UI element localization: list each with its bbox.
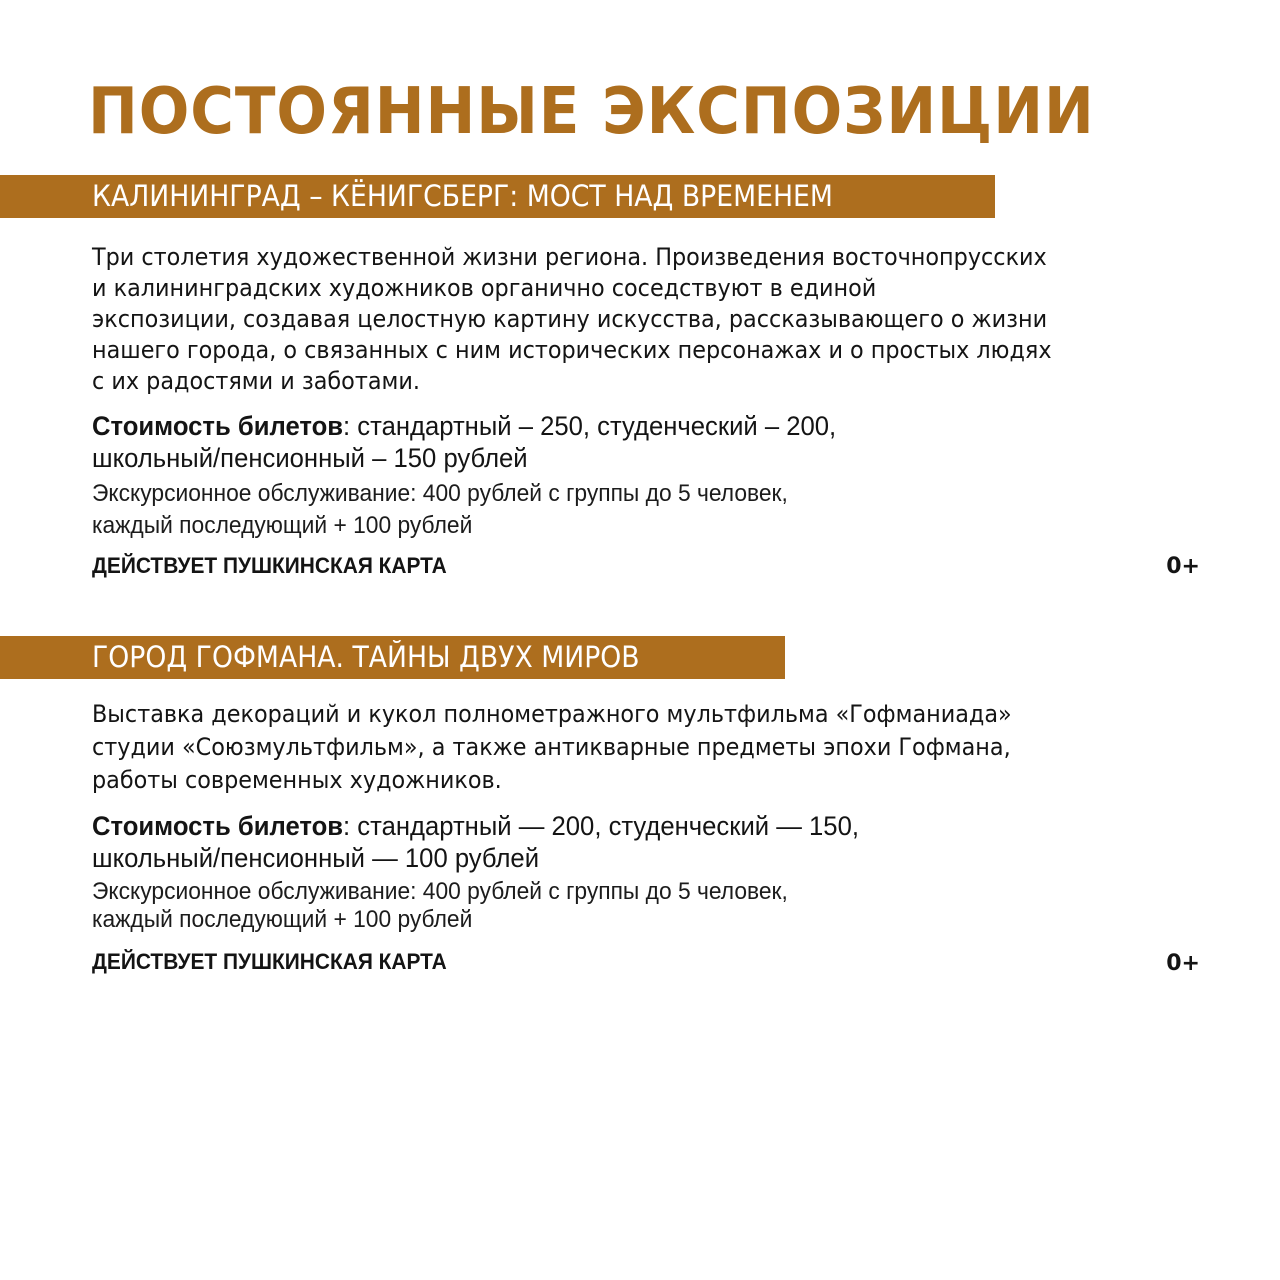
pushkin-card-note: ДЕЙСТВУЕТ ПУШКИНСКАЯ КАРТА [92, 553, 447, 578]
ticket-prices-line: школьный/пенсионный – 150 рублей [92, 443, 528, 473]
excursion-info [92, 878, 788, 934]
excursion-line: Экскурсионное обслуживание: 400 рублей с группы до 5 человек, [92, 878, 788, 905]
excursion-info [92, 478, 788, 542]
section-heading: ГОРОД ГОФМАНА. ТАЙНЫ ДВУХ МИРОВ [92, 640, 640, 674]
pushkin-card-note: ДЕЙСТВУЕТ ПУШКИНСКАЯ КАРТА [92, 949, 447, 974]
excursion-line: Экскурсионное обслуживание: 400 рублей с группы до 5 человек, [92, 480, 788, 507]
ticket-prices-line: : стандартный — 200, студенческий — 150, [343, 811, 859, 841]
section-heading: КАЛИНИНГРАД – КЁНИГСБЕРГ: МОСТ НАД ВРЕМЕНЕМ [92, 179, 833, 213]
excursion-line: каждый последующий + 100 рублей [92, 906, 473, 933]
description-line: с их радостями и заботами. [92, 367, 420, 395]
ticket-prices [92, 810, 859, 874]
description-line: работы современных художников. [92, 766, 502, 794]
section-heading-bar [0, 636, 785, 679]
description-line: нашего города, о связанных с ним исторических персонажах и о простых людях [92, 336, 1052, 364]
section-heading-bar [0, 175, 995, 218]
description-line: и калининградских художников органично соседствуют в единой [92, 274, 877, 302]
ticket-prices-line: : стандартный – 250, студенческий – 200, [343, 411, 837, 441]
description-line: экспозиции, создавая целостную картину искусства, рассказывающего о жизни [92, 305, 1048, 333]
description-line: Выставка декораций и кукол полнометражного мультфильма «Гофманиада» [92, 700, 1012, 728]
age-rating-badge: 0+ [1166, 554, 1200, 579]
page-title: ПОСТОЯННЫЕ ЭКСПОЗИЦИИ [88, 75, 1095, 149]
ticket-prices [92, 410, 836, 474]
ticket-prices-line: школьный/пенсионный — 100 рублей [92, 843, 540, 873]
ticket-prices-label: Стоимость билетов [92, 411, 344, 441]
age-rating-badge: 0+ [1166, 951, 1200, 976]
ticket-prices-label: Стоимость билетов [92, 811, 344, 841]
section-description [92, 242, 1052, 397]
excursion-line: каждый последующий + 100 рублей [92, 512, 473, 539]
section-description [92, 698, 1012, 797]
description-line: студии «Союзмультфильм», а также антикварные предметы эпохи Гофмана, [92, 733, 1011, 761]
description-line: Три столетия художественной жизни региона. Произведения восточнопрусских [92, 243, 1047, 271]
